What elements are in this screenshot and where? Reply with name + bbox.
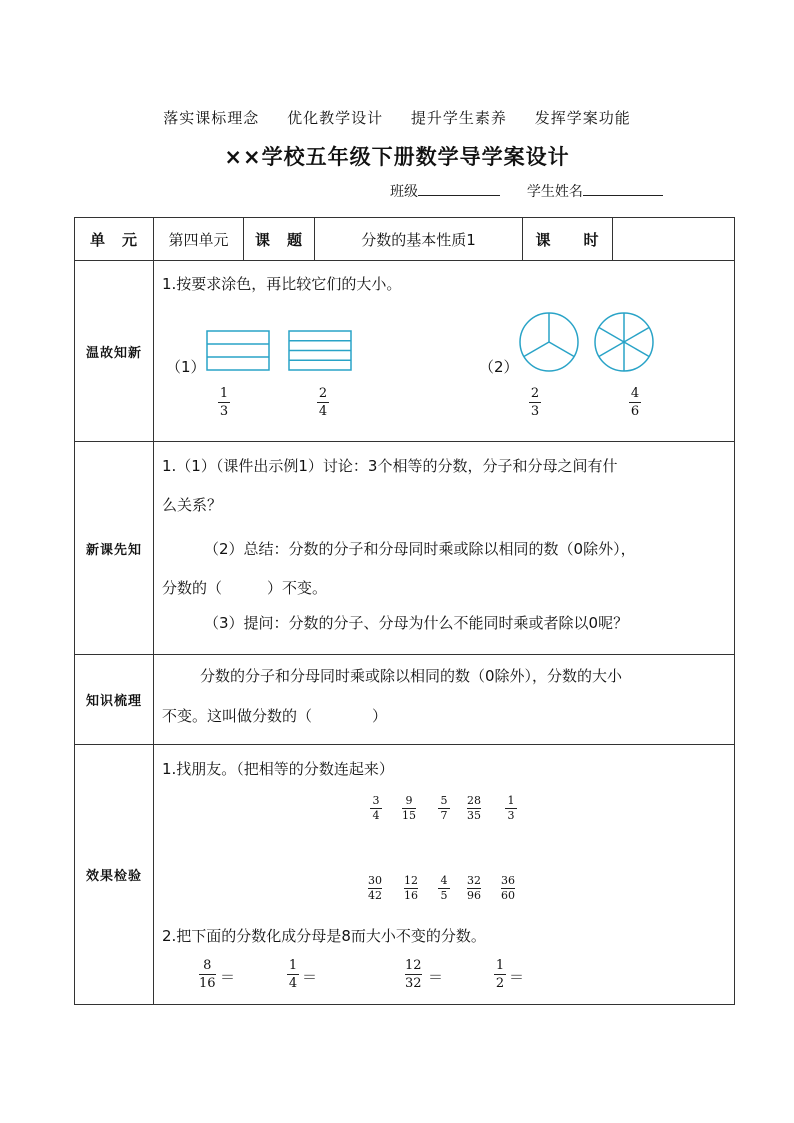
period-value[interactable] xyxy=(613,218,735,261)
info-row xyxy=(75,218,735,261)
topic-label: 课 题 xyxy=(244,218,315,261)
circle-sixths[interactable] xyxy=(593,311,655,373)
q2-line1: （2）总结：分数的分子和分母同时乘或除以相同的数（0除外）， xyxy=(204,540,636,558)
q1-line1: 1.（1）（课件出示例1）讨论：3个相等的分数，分子和分母之间有什 xyxy=(162,457,618,475)
match-bottom-fraction[interactable]: 4 5 xyxy=(438,875,450,902)
rect-1-3-grid[interactable] xyxy=(206,330,270,372)
period-label: 课 时 xyxy=(523,218,613,261)
fraction-2-4: 2 4 xyxy=(318,386,328,419)
match-top-fraction[interactable]: 9 15 xyxy=(402,794,416,822)
check-q1: 1.找朋友。（把相等的分数连起来） xyxy=(162,760,394,778)
match-bottom-fraction[interactable]: 30 42 xyxy=(368,874,382,902)
check-cell xyxy=(154,745,735,1005)
equals-sign: ＝ xyxy=(220,968,236,986)
match-top-fraction[interactable]: 28 35 xyxy=(467,794,481,822)
slogan-2: 优化教学设计 xyxy=(287,109,384,127)
lesson-table xyxy=(74,217,735,1005)
convert-fraction-12-32: 12 32 xyxy=(405,958,422,991)
page-title: ××学校五年级下册数学导学案设计 xyxy=(224,145,570,169)
new-lesson-cell xyxy=(154,442,735,655)
new-lesson-label: 新课先知 xyxy=(75,442,154,655)
fraction-1-3: 1 3 xyxy=(219,386,229,419)
class-label: 班级 xyxy=(390,184,418,200)
check-row xyxy=(75,745,735,1005)
slogan-4: 发挥学案功能 xyxy=(534,109,631,127)
slogan-1: 落实课标理念 xyxy=(163,109,260,127)
unit-label: 单 元 xyxy=(75,218,154,261)
summary-row xyxy=(75,655,735,745)
review-row xyxy=(75,261,735,442)
equals-sign: ＝ xyxy=(302,968,318,986)
review-instruction: 1.按要求涂色，再比较它们的大小。 xyxy=(162,275,402,293)
convert-fraction-1-4: 1 4 xyxy=(288,958,298,991)
rect-2-4-grid[interactable] xyxy=(288,330,352,372)
convert-fraction-1-2: 1 2 xyxy=(495,958,505,991)
match-top-fraction[interactable]: 1 3 xyxy=(505,795,517,822)
class-name-line xyxy=(390,181,663,201)
slogan-line xyxy=(0,107,794,128)
check-q2: 2.把下面的分数化成分母是8而大小不变的分数。 xyxy=(162,927,486,945)
summary-label: 知识梳理 xyxy=(75,655,154,745)
slogan-3: 提升学生素养 xyxy=(410,109,507,127)
q2-line2: 分数的（ ）不变。 xyxy=(162,579,328,597)
unit-value: 第四单元 xyxy=(154,218,244,261)
review-label: 温故知新 xyxy=(75,261,154,442)
review-part2-label: （2） xyxy=(479,358,519,376)
new-lesson-row xyxy=(75,442,735,655)
q3-line: （3）提问：分数的分子、分母为什么不能同时乘或者除以0呢？ xyxy=(204,614,629,632)
match-bottom-fraction[interactable]: 32 96 xyxy=(467,874,481,902)
check-label: 效果检验 xyxy=(75,745,154,1005)
review-part1-label: （1） xyxy=(166,358,206,376)
summary-cell xyxy=(154,655,735,745)
equals-sign: ＝ xyxy=(428,968,444,986)
summary-line1: 分数的分子和分母同时乘或除以相同的数（0除外），分数的大小 xyxy=(200,667,623,685)
match-bottom-fraction[interactable]: 12 16 xyxy=(404,874,418,902)
fraction-2-3: 2 3 xyxy=(530,386,540,419)
student-name-blank[interactable] xyxy=(583,181,663,196)
fraction-4-6: 4 6 xyxy=(630,386,640,419)
match-top-fraction[interactable]: 3 4 xyxy=(370,795,382,822)
summary-line2: 不变。这叫做分数的（ ） xyxy=(162,707,388,725)
circle-thirds[interactable] xyxy=(518,311,580,373)
student-name-label: 学生姓名 xyxy=(526,184,583,200)
class-blank[interactable] xyxy=(418,181,500,196)
equals-sign: ＝ xyxy=(509,968,525,986)
topic-value: 分数的基本性质1 xyxy=(315,218,523,261)
review-cell xyxy=(154,261,735,442)
match-bottom-fraction[interactable]: 36 60 xyxy=(501,874,515,902)
convert-fraction-8-16: 8 16 xyxy=(199,958,216,991)
match-top-fraction[interactable]: 5 7 xyxy=(438,795,450,822)
q1-line2: 么关系？ xyxy=(162,496,223,514)
